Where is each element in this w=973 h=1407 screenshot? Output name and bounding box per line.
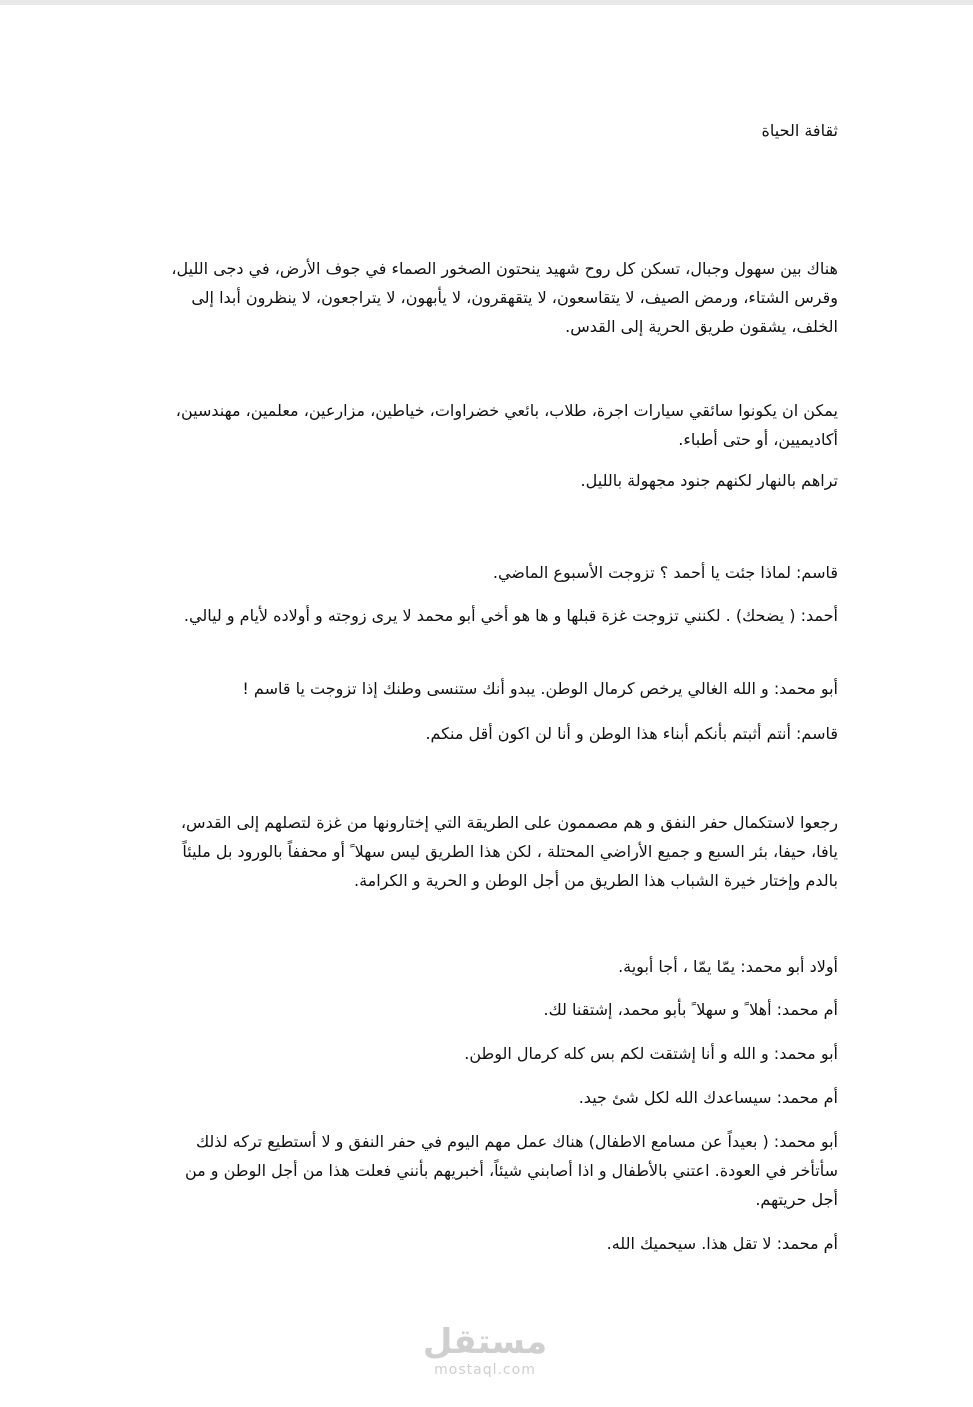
watermark-latin: mostaql.com	[434, 1362, 536, 1378]
paragraph-soldiers: تراهم بالنهار لكنهم جنود مجهولة بالليل.	[580, 471, 838, 490]
dialogue-line: أم محمد: لا تقل هذا. سيحميك الله.	[606, 1234, 838, 1253]
dialogue-line: أبو محمد: و الله و أنا إشتقت لكم بس كله كرمال الوطن.	[464, 1044, 838, 1063]
document-title: ثقافة الحياة	[761, 121, 838, 140]
dialogue-line: أبو محمد: و الله الغالي يرخص كرمال الوطن. يبدو أنك ستنسى وطنك إذا تزوجت يا قاسم !	[242, 679, 838, 698]
dialogue-line: أم محمد: أهلا ً و سهلا ً بأبو محمد، إشتقنا لك.	[543, 1000, 838, 1019]
watermark-logo	[410, 1322, 560, 1378]
dialogue-line: قاسم: لماذا جئت يا أحمد ؟ تزوجت الأسبوع الماضي.	[492, 563, 838, 582]
top-bar	[0, 0, 973, 5]
dialogue-line: أبو محمد: ( بعيداً عن مسامع الاطفال) هناك عمل مهم اليوم في حفر النفق و لا أستطيع تركه لذلك سأتأخر في العودة. اعتني بالأطفال و اذا أصابني شيئاً، أخبريهم بأنني فعلت هذا من أجل الوطن و من أجل حريتهم.	[184, 1132, 838, 1209]
paragraph-professions: يمكن ان يكونوا سائقي سيارات اجرة، طلاب، بائعي خضراوات، خياطين، مزارعين، معلمين، مهندسين، أكاديميين، أو حتى أطباء.	[175, 401, 838, 449]
dialogue-line: أم محمد: سيساعدك الله لكل شئ جيد.	[578, 1088, 838, 1107]
paragraph-tunnel: رجعوا لاستكمال حفر النفق و هم مصممون على الطريقة التي إختارونها من غزة لتصلهم إلى القدس، يافا، حيفا، بئر السبع و جميع الأراضي المحتلة ، لكن هذا الطريق ليس سهلا ً أو محففاً بالورود بل مليئاً بالدم وإختار خيرة الشباب هذا الطريق من أجل الوطن و الحرية و الكرامة.	[180, 813, 838, 890]
paragraph-intro: هناك بين سهول وجبال، تسكن كل روح شهيد ينحتون الصخور الصماء في جوف الأرض، في دجى الليل، وقرس الشتاء، ورمض الصيف، لا يتقاسعون، لا يتقهقرون، لا يأبهون، لا يتراجعون، لا ينظرون أبدا إلى الخلف، يشقون طريق الحرية إلى القدس.	[171, 259, 838, 336]
watermark-arabic: مستقل	[422, 1322, 548, 1362]
dialogue-line: قاسم: أنتم أثبتم بأنكم أبناء هذا الوطن و أنا لن اكون أقل منكم.	[425, 724, 838, 743]
dialogue-line: أولاد أبو محمد: يمّا يمّا ، أجا أبوية.	[618, 957, 838, 976]
dialogue-line: أحمد: ( يضحك) . لكنني تزوجت غزة قبلها و ها هو أخي أبو محمد لا يرى زوجته و أولاده لأيام و ليالي.	[183, 606, 838, 625]
